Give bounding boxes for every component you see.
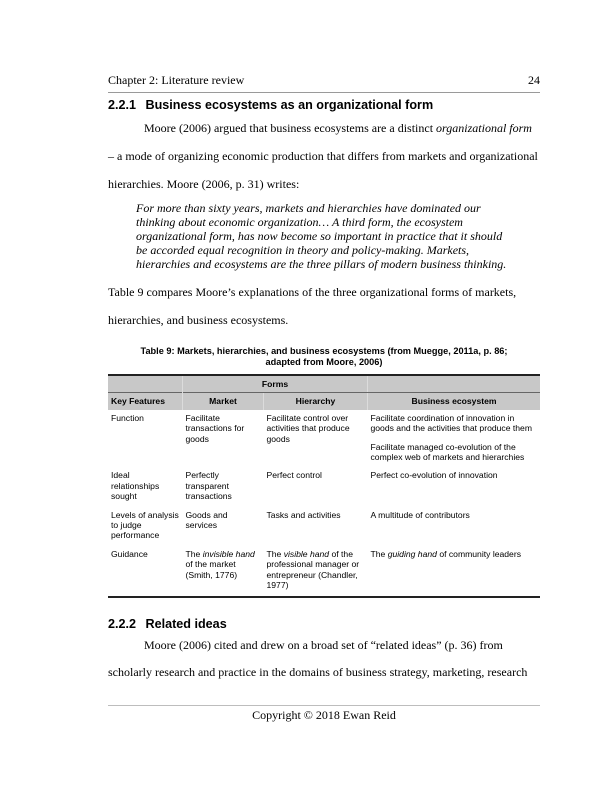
section-heading-2-2-1 — [108, 98, 433, 112]
table-row — [108, 546, 540, 597]
column-header-hierarchy: Hierarchy — [264, 393, 368, 410]
caption-line: adapted from Moore, 2006) — [265, 357, 383, 367]
emphasis-text: guiding hand — [387, 548, 437, 559]
cell-text: Facilitate coordination of innovation in goods and the activities that produce them — [370, 412, 532, 434]
column-header-market: Market — [183, 393, 264, 410]
table-caption — [108, 346, 540, 368]
section-number: 2.2.1 — [108, 98, 137, 112]
cell-market: Facilitate transactions for goods — [185, 412, 245, 444]
cell-hierarchy — [264, 546, 368, 597]
section-heading-2-2-2 — [108, 617, 227, 631]
section-number: 2.2.2 — [108, 617, 137, 631]
comparison-table — [108, 374, 540, 598]
cell-feature: Levels of analysis to judge performance — [111, 509, 179, 541]
cell-hierarchy: Facilitate control over activities that produce goods — [266, 412, 350, 444]
cell-hierarchy: Perfect control — [266, 470, 322, 481]
paragraph-line: hierarchies, and business ecosystems. — [108, 313, 289, 327]
paragraph-line — [144, 121, 532, 136]
cell-ecosystem: A multitude of contributors — [370, 509, 470, 520]
forms-group-header: Forms — [183, 375, 368, 393]
cell-text: Facilitate managed co-evolution of the complex web of markets and hierarchies — [370, 441, 525, 463]
text: The — [185, 548, 203, 559]
section-title: Business ecosystems as an organizational form — [145, 98, 434, 112]
cell-ecosystem: Perfect co-evolution of innovation — [370, 470, 498, 481]
paragraph-line: scholarly research and practice in the domains of business strategy, marketing, research — [108, 665, 528, 679]
paragraph-line: Moore (2006) cited and drew on a broad set of “related ideas” (p. 36) from — [144, 638, 503, 652]
caption-line: Table 9: Markets, hierarchies, and business ecosystems (from Muegge, 2011a, p. 86; — [140, 346, 508, 356]
cell-ecosystem — [368, 546, 541, 597]
cell-market: Goods and services — [185, 509, 228, 531]
section-title: Related ideas — [145, 617, 227, 631]
cell-hierarchy: Tasks and activities — [266, 509, 341, 520]
table-row — [108, 410, 540, 468]
text: The — [266, 548, 284, 559]
paragraph-line: hierarchies. Moore (2006, p. 31) writes: — [108, 177, 300, 191]
header-blank — [368, 375, 541, 393]
header-blank — [108, 375, 183, 393]
emphasis-text: organizational form — [436, 121, 532, 135]
text: The — [370, 548, 388, 559]
column-header-key-features: Key Features — [108, 393, 183, 410]
cell-market: Perfectly transparent transactions — [185, 470, 232, 502]
emphasis-text: visible hand — [283, 548, 330, 559]
column-header-business-ecosystem: Business ecosystem — [368, 393, 541, 410]
text: of the market (Smith, 1776) — [185, 559, 238, 580]
table-row — [108, 467, 540, 506]
text: of the professional manager or entrepreneur (Chandler, 1977) — [266, 548, 360, 591]
header-divider — [108, 92, 540, 93]
text: Moore (2006) argued that business ecosystems are a distinct — [144, 121, 437, 135]
footer-copyright: Copyright © 2018 Ewan Reid — [252, 708, 396, 722]
table-row — [108, 507, 540, 546]
text: of community leaders — [436, 548, 521, 559]
chapter-title: Chapter 2: Literature review — [108, 73, 245, 87]
cell-ecosystem — [368, 410, 541, 468]
footer-divider — [108, 705, 540, 706]
cell-feature: Guidance — [108, 546, 183, 597]
cell-feature: Ideal relationships sought — [111, 470, 160, 502]
block-quote: For more than sixty years, markets and hierarchies have dominated our thinking about economic organization… A third form, the ecosystem organizational form, has now become so important in practice that it should be accorded equal recognition in theory and policy-making. Markets, hierarchies and ecosystems are the three pillars of modern business thinking. — [136, 201, 507, 271]
paragraph-line: Table 9 compares Moore’s explanations of the three organizational forms of markets, — [108, 285, 517, 299]
cell-feature: Function — [111, 412, 144, 423]
page-number: 24 — [528, 73, 540, 87]
emphasis-text: invisible hand — [202, 548, 255, 559]
running-header — [108, 73, 540, 88]
cell-market — [183, 546, 264, 597]
paragraph-line: – a mode of organizing economic production that differs from markets and organizational — [108, 149, 538, 163]
